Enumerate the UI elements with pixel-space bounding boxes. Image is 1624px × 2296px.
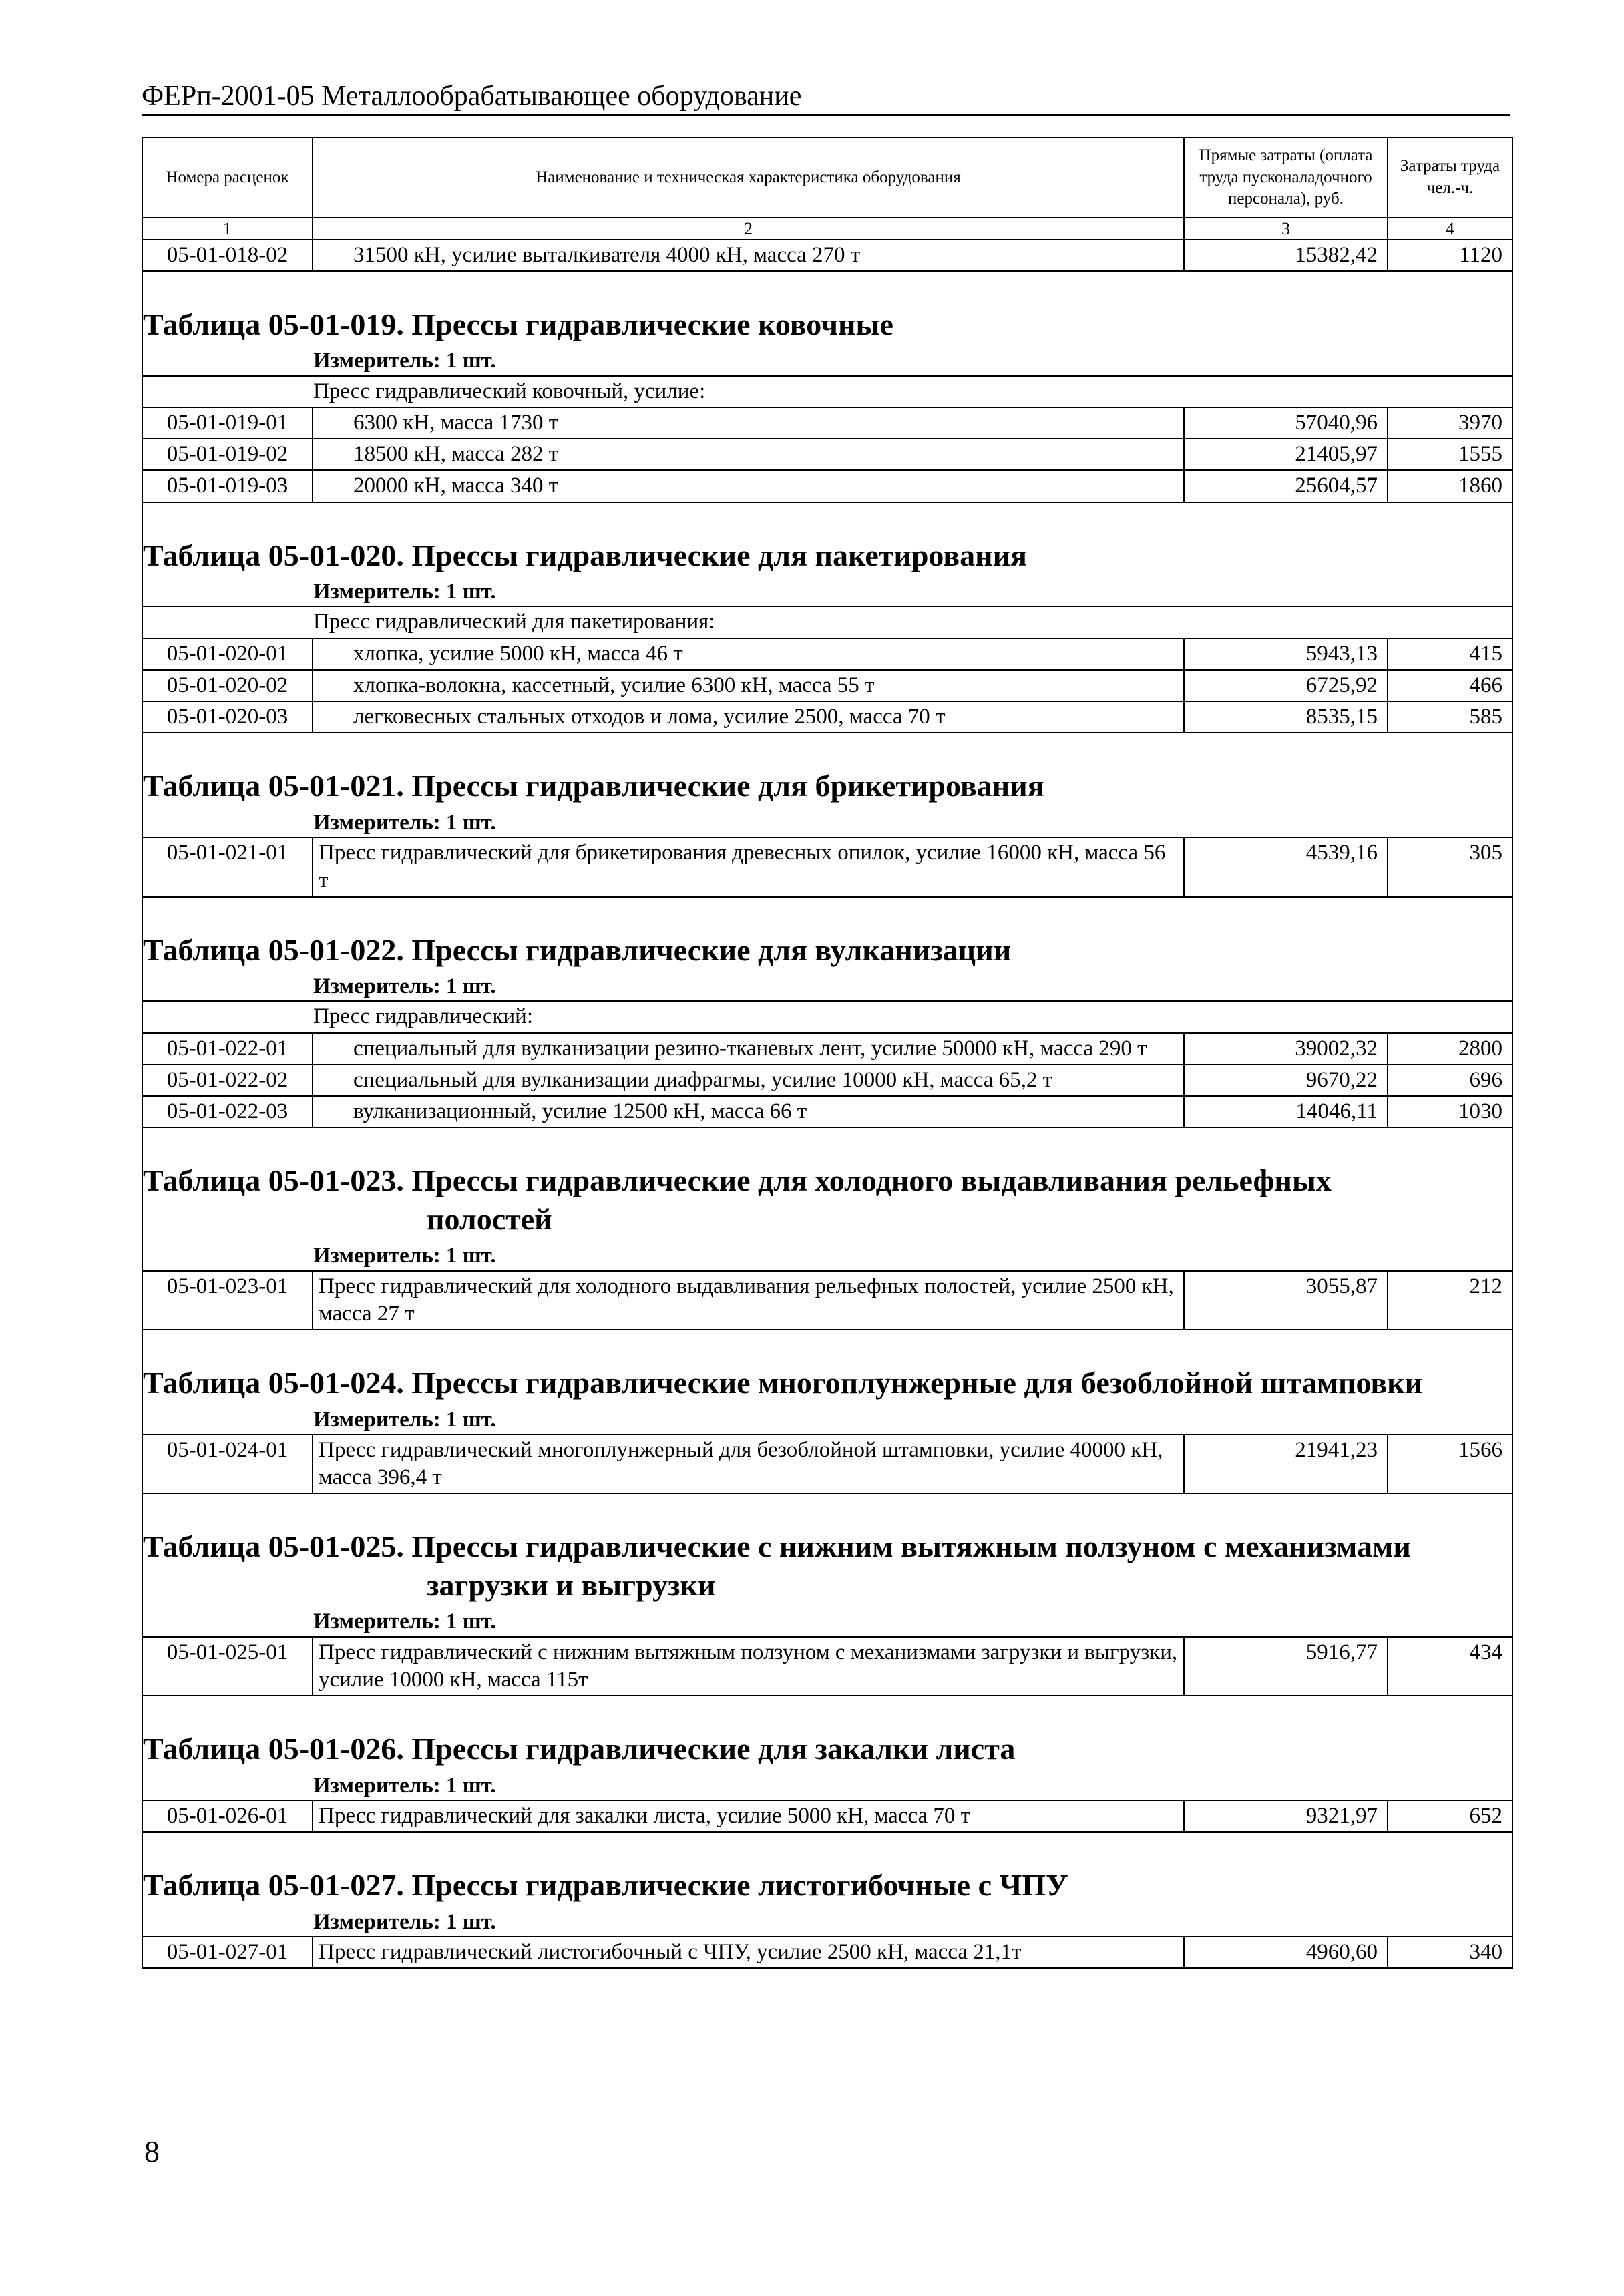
- column-number: 4: [1388, 218, 1512, 240]
- rate-name: специальный для вулканизации резино-тканевых лент, усилие 50000 кН, масса 290 т: [313, 1033, 1184, 1065]
- table-row: [142, 701, 1512, 733]
- section-description: Пресс гидравлический ковочный, усилие:: [142, 376, 1512, 407]
- section-title: [142, 295, 1512, 348]
- rate-labor: 1860: [1388, 470, 1512, 502]
- section-unit: Измеритель: 1 шт.: [142, 1909, 1512, 1937]
- section-unit-row: [142, 1242, 1512, 1270]
- rate-labor: 585: [1388, 701, 1512, 733]
- rate-labor: 1555: [1388, 439, 1512, 470]
- rate-name: Пресс гидравлический для брикетирования древесных опилок, усилие 16000 кН, масса 56 т: [313, 837, 1184, 897]
- section-gap: [142, 271, 1512, 295]
- section-title: [142, 920, 1512, 974]
- section-gap: [142, 502, 1512, 526]
- rate-code: 05-01-020-02: [142, 670, 313, 701]
- table-row: [142, 638, 1512, 670]
- rate-code: 05-01-018-02: [142, 240, 313, 271]
- section-unit-row: [142, 1608, 1512, 1636]
- section-title: [142, 526, 1512, 579]
- rate-labor: 2800: [1388, 1033, 1512, 1065]
- section-gap: [142, 1493, 1512, 1517]
- rate-cost: 6725,92: [1184, 670, 1388, 701]
- section-gap: [142, 1127, 1512, 1151]
- section-gap: [142, 897, 1512, 920]
- rate-labor: 652: [1388, 1800, 1512, 1832]
- section-title-row: [142, 920, 1512, 974]
- table-row: [142, 1065, 1512, 1096]
- table-header-row: [142, 138, 1512, 218]
- rate-name: Пресс гидравлический листогибочный с ЧПУ, усилие 2500 кН, масса 21,1т: [313, 1937, 1184, 1968]
- rate-code: 05-01-026-01: [142, 1800, 313, 1832]
- section-title: [142, 756, 1512, 809]
- section-title: [142, 1517, 1512, 1608]
- header-code: Номера расценок: [142, 138, 313, 218]
- rate-labor: 466: [1388, 670, 1512, 701]
- section-unit-row: [142, 578, 1512, 606]
- section-title-row: [142, 1151, 1512, 1242]
- section-unit: Измеритель: 1 шт.: [142, 973, 1512, 1001]
- section-title-text: Таблица 05-01-023. Прессы гидравлические для холодного выдавливания рельефных: [143, 1163, 1332, 1198]
- section-gap: [142, 1330, 1512, 1353]
- table-row: [142, 407, 1512, 439]
- section-title-continuation: загрузки и выгрузки: [427, 1567, 716, 1602]
- rate-code: 05-01-024-01: [142, 1434, 313, 1494]
- rate-cost: 25604,57: [1184, 470, 1388, 502]
- section-unit: Измеритель: 1 шт.: [142, 809, 1512, 837]
- section-gap: [142, 733, 1512, 756]
- section-unit-row: [142, 809, 1512, 837]
- rate-name: 6300 кН, масса 1730 т: [313, 407, 1184, 439]
- section-title-row: [142, 1719, 1512, 1772]
- rate-cost: 9670,22: [1184, 1065, 1388, 1096]
- rate-cost: 8535,15: [1184, 701, 1388, 733]
- rate-name: 18500 кН, масса 282 т: [313, 439, 1184, 470]
- section-title-text: Таблица 05-01-027. Прессы гидравлические листогибочные с ЧПУ: [143, 1868, 1068, 1903]
- section-unit: Измеритель: 1 шт.: [142, 1406, 1512, 1434]
- table-row: [142, 670, 1512, 701]
- rate-labor: 696: [1388, 1065, 1512, 1096]
- section-title-text: Таблица 05-01-019. Прессы гидравлические ковочные: [143, 307, 893, 341]
- section-unit: Измеритель: 1 шт.: [142, 1608, 1512, 1636]
- table-row: [142, 837, 1512, 897]
- rate-code: 05-01-019-03: [142, 470, 313, 502]
- table-row: [142, 1434, 1512, 1494]
- page-number: 8: [144, 2134, 160, 2168]
- section-gap: [142, 1696, 1512, 1719]
- section-description: Пресс гидравлический для пакетирования:: [142, 606, 1512, 638]
- rate-code: 05-01-019-01: [142, 407, 313, 439]
- rate-labor: 1566: [1388, 1434, 1512, 1494]
- rate-code: 05-01-019-02: [142, 439, 313, 470]
- section-title-row: [142, 756, 1512, 809]
- section-title-text: Таблица 05-01-026. Прессы гидравлические для закалки листа: [143, 1732, 1016, 1766]
- rate-cost: 3055,87: [1184, 1271, 1388, 1330]
- rate-labor: 340: [1388, 1937, 1512, 1968]
- rate-code: 05-01-025-01: [142, 1637, 313, 1696]
- section-description: Пресс гидравлический:: [142, 1001, 1512, 1032]
- section-unit-row: [142, 1772, 1512, 1800]
- section-title-row: [142, 1517, 1512, 1608]
- rate-labor: 415: [1388, 638, 1512, 670]
- rate-cost: 9321,97: [1184, 1800, 1388, 1832]
- rate-name: хлопка, усилие 5000 кН, масса 46 т: [313, 638, 1184, 670]
- section-unit: Измеритель: 1 шт.: [142, 1772, 1512, 1800]
- rate-cost: 4960,60: [1184, 1937, 1388, 1968]
- rate-name: Пресс гидравлический для закалки листа, усилие 5000 кН, масса 70 т: [313, 1800, 1184, 1832]
- column-number: 3: [1184, 218, 1388, 240]
- section-unit: Измеритель: 1 шт.: [142, 578, 1512, 606]
- rate-code: 05-01-022-03: [142, 1096, 313, 1127]
- section-description-row: [142, 376, 1512, 407]
- table-row: [142, 1096, 1512, 1127]
- column-number: 1: [142, 218, 313, 240]
- rate-labor: 1030: [1388, 1096, 1512, 1127]
- section-unit-row: [142, 347, 1512, 375]
- rate-name: вулканизационный, усилие 12500 кН, масса 66 т: [313, 1096, 1184, 1127]
- header-labor: Затраты труда чел.-ч.: [1388, 138, 1512, 218]
- table-row: [142, 240, 1512, 271]
- section-title-text: Таблица 05-01-021. Прессы гидравлические для брикетирования: [143, 769, 1044, 803]
- rate-labor: 1120: [1388, 240, 1512, 271]
- header-name: Наименование и техническая характеристика оборудования: [313, 138, 1184, 218]
- column-numbers-row: [142, 218, 1512, 240]
- rate-code: 05-01-021-01: [142, 837, 313, 897]
- rate-name: Пресс гидравлический с нижним вытяжным ползуном с механизмами загрузки и выгрузки, усилие 10000 кН, масса 115т: [313, 1637, 1184, 1696]
- rate-name: 20000 кН, масса 340 т: [313, 470, 1184, 502]
- header-rule: [142, 114, 1510, 116]
- rate-cost: 57040,96: [1184, 407, 1388, 439]
- rate-cost: 15382,42: [1184, 240, 1388, 271]
- rate-name: легковесных стальных отходов и лома, усилие 2500, масса 70 т: [313, 701, 1184, 733]
- section-title-row: [142, 1353, 1512, 1406]
- rate-labor: 3970: [1388, 407, 1512, 439]
- table-row: [142, 470, 1512, 502]
- section-title-text: Таблица 05-01-025. Прессы гидравлические с нижним вытяжным ползуном с механизмами: [143, 1529, 1411, 1564]
- table-row: [142, 1800, 1512, 1832]
- section-unit-row: [142, 973, 1512, 1001]
- page-header: ФЕРп-2001-05 Металлообрабатывающее оборудование: [142, 81, 802, 112]
- section-title-continuation: полостей: [427, 1201, 552, 1236]
- section-unit: Измеритель: 1 шт.: [142, 1242, 1512, 1270]
- rate-name: Пресс гидравлический для холодного выдавливания рельефных полостей, усилие 2500 кН, масса 27 т: [313, 1271, 1184, 1330]
- rate-code: 05-01-027-01: [142, 1937, 313, 1968]
- rate-code: 05-01-023-01: [142, 1271, 313, 1330]
- rate-code: 05-01-022-02: [142, 1065, 313, 1096]
- table-row: [142, 1637, 1512, 1696]
- table-row: [142, 1271, 1512, 1330]
- section-title-row: [142, 295, 1512, 348]
- rate-cost: 39002,32: [1184, 1033, 1388, 1065]
- section-gap: [142, 1832, 1512, 1855]
- header-cost: Прямые затраты (оплата труда пусконаладочного персонала), руб.: [1184, 138, 1388, 218]
- rate-cost: 4539,16: [1184, 837, 1388, 897]
- section-unit-row: [142, 1406, 1512, 1434]
- table-row: [142, 439, 1512, 470]
- rate-cost: 21941,23: [1184, 1434, 1388, 1494]
- rate-name: Пресс гидравлический многоплунжерный для безоблойной штамповки, усилие 40000 кН, масса 396,4 т: [313, 1434, 1184, 1494]
- rate-code: 05-01-022-01: [142, 1033, 313, 1065]
- section-title: [142, 1719, 1512, 1772]
- section-title-row: [142, 1855, 1512, 1909]
- table-row: [142, 1033, 1512, 1065]
- rate-cost: 5943,13: [1184, 638, 1388, 670]
- section-title-text: Таблица 05-01-020. Прессы гидравлические для пакетирования: [143, 538, 1028, 572]
- section-title-text: Таблица 05-01-024. Прессы гидравлические многоплунжерные для безоблойной штамповки: [143, 1366, 1423, 1400]
- section-title-text: Таблица 05-01-022. Прессы гидравлические для вулканизации: [143, 932, 1012, 967]
- rate-name: 31500 кН, усилие выталкивателя 4000 кН, масса 270 т: [313, 240, 1184, 271]
- rates-table: [142, 137, 1513, 1969]
- section-title: [142, 1855, 1512, 1909]
- rate-cost: 14046,11: [1184, 1096, 1388, 1127]
- rate-labor: 434: [1388, 1637, 1512, 1696]
- section-description-row: [142, 1001, 1512, 1032]
- section-title: [142, 1353, 1512, 1406]
- rate-code: 05-01-020-01: [142, 638, 313, 670]
- rate-code: 05-01-020-03: [142, 701, 313, 733]
- section-description-row: [142, 606, 1512, 638]
- rate-labor: 212: [1388, 1271, 1512, 1330]
- rate-name: специальный для вулканизации диафрагмы, усилие 10000 кН, масса 65,2 т: [313, 1065, 1184, 1096]
- table-row: [142, 1937, 1512, 1968]
- section-unit-row: [142, 1909, 1512, 1937]
- rate-cost: 21405,97: [1184, 439, 1388, 470]
- rate-name: хлопка-волокна, кассетный, усилие 6300 кН, масса 55 т: [313, 670, 1184, 701]
- section-title: [142, 1151, 1512, 1242]
- column-number: 2: [313, 218, 1184, 240]
- section-title-row: [142, 526, 1512, 579]
- rate-labor: 305: [1388, 837, 1512, 897]
- section-unit: Измеритель: 1 шт.: [142, 347, 1512, 375]
- rate-cost: 5916,77: [1184, 1637, 1388, 1696]
